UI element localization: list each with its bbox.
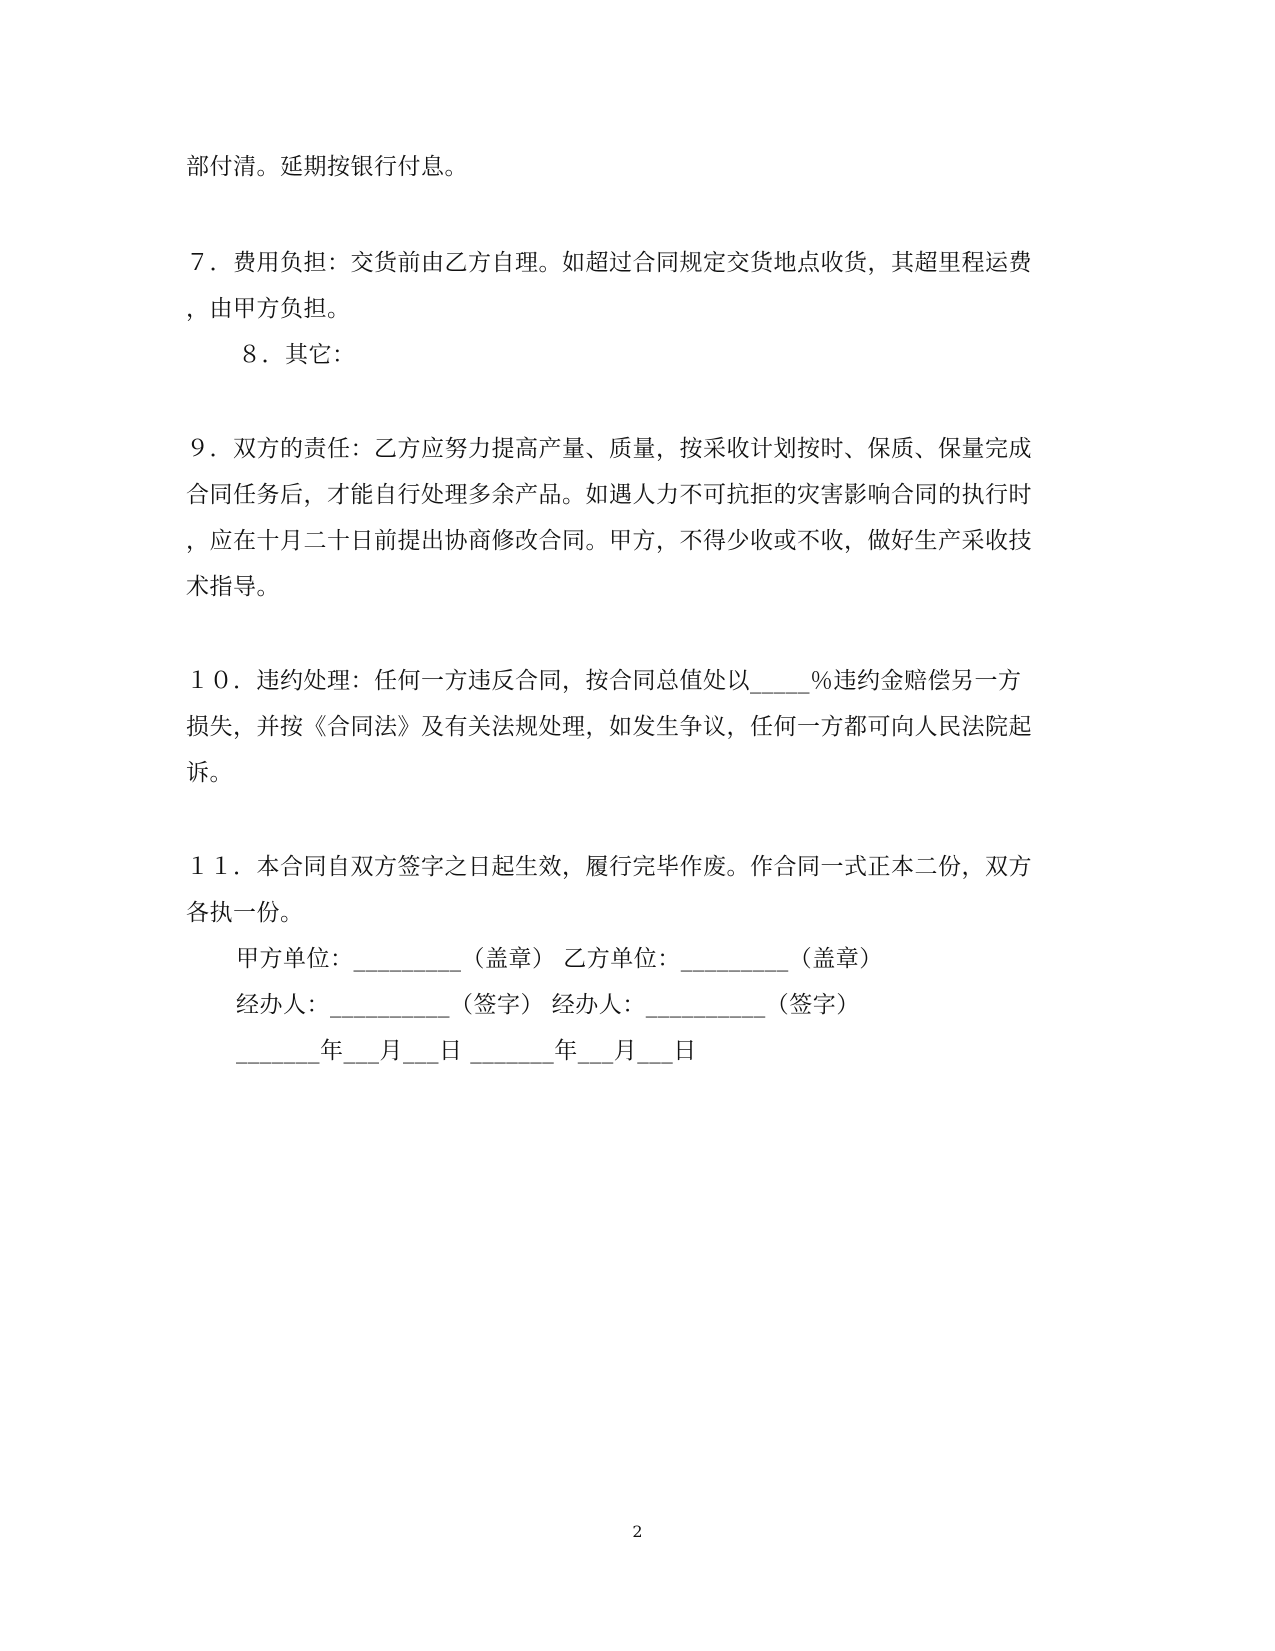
page-number: 2 (632, 1522, 643, 1541)
clause-10-line-2: 损失，并按《合同法》及有关法规处理，如发生争议，任何一方都可向人民法院起 (186, 714, 1032, 740)
clause-10-line-1: １０．违约处理：任何一方违反合同，按合同总值处以_____％违约金赔偿另一方 (186, 668, 1022, 694)
clause-9-line-1: ９．双方的责任：乙方应努力提高产量、质量，按采收计划按时、保质、保量完成 (186, 436, 1032, 462)
clause-11-line-1: １１．本合同自双方签字之日起生效，履行完毕作废。作合同一式正本二份，双方 (186, 854, 1032, 880)
clause-11-line-2: 各执一份。 (186, 900, 304, 926)
signature-agents-line: 经办人：__________（签字） 经办人：__________（签字） (236, 992, 860, 1018)
text-line: 部付清。延期按银行付息。 (186, 154, 468, 180)
clause-8-line: ８．其它： (238, 342, 356, 368)
signature-dates-line: _______年___月___日 _______年___月___日 (236, 1038, 697, 1064)
signature-units-line: 甲方单位：_________（盖章） 乙方单位：_________（盖章） (236, 946, 883, 972)
clause-10-line-3: 诉。 (186, 760, 233, 786)
clause-7-line-2: ，由甲方负担。 (186, 296, 351, 322)
clause-7-line-1: ７．费用负担：交货前由乙方自理。如超过合同规定交货地点收货，其超里程运费 (186, 250, 1032, 276)
clause-9-line-4: 术指导。 (186, 574, 280, 600)
clause-9-line-3: ，应在十月二十日前提出协商修改合同。甲方，不得少收或不收，做好生产采收技 (186, 528, 1032, 554)
clause-9-line-2: 合同任务后，才能自行处理多余产品。如遇人力不可抗拒的灾害影响合同的执行时 (186, 482, 1032, 508)
